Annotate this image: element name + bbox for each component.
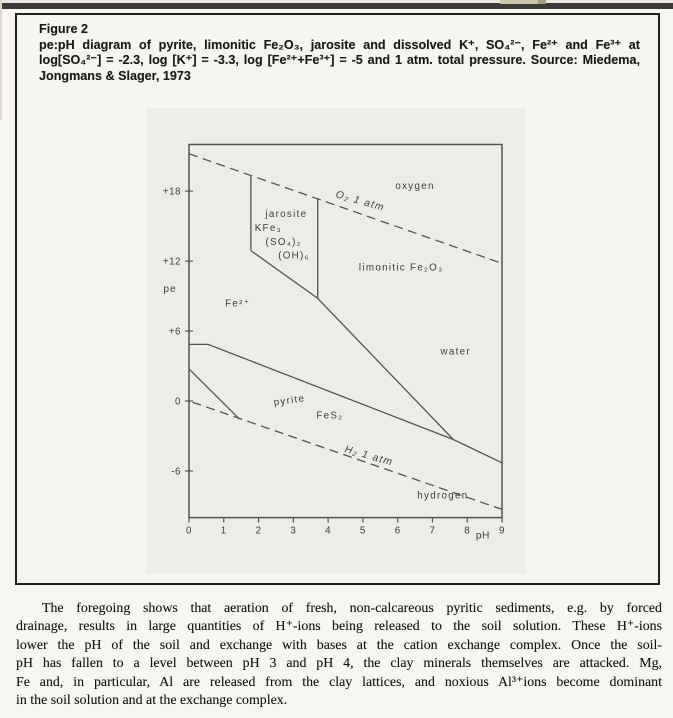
region-label-pyrite: pyrite — [273, 393, 307, 409]
pe-ph-chart — [146, 108, 526, 574]
region-label-jarosite-f3: (OH)₆ — [278, 250, 310, 262]
y-axis-label: pe — [163, 284, 177, 296]
x-tick-label: 8 — [464, 525, 471, 537]
caption-line: Jongmans & Slager, 1973 — [39, 68, 191, 83]
x-tick-label: 6 — [394, 525, 401, 537]
boundary-o2-1atm-line — [189, 154, 502, 264]
body-line: The foregoing shows that aeration of fresh, non-calcareous pyritic sediments, e.g. by forced — [42, 601, 662, 616]
caption-line: pe:pH diagram of pyrite, limonitic Fe₂O₃, jarosite and dissolved K⁺, SO₄²⁻, Fe²⁺ and Fe³⁺ at — [39, 37, 640, 52]
pe-ph-diagram-svg — [146, 108, 526, 574]
body-line: Fe and, in particular, Al are released from the clay lattices, and noxious Al³⁺ions become dominant — [16, 674, 662, 690]
top-tan-fragment-dark — [538, 0, 546, 4]
body-line: in the soil solution and at the exchange complex. — [16, 693, 288, 709]
y-tick-label: -6 — [171, 466, 181, 478]
caption-line: log[SO₄²⁻] = -2.3, log [K⁺] = -3.3, log [Fe²⁺+Fe³⁺] = -5 and 1 atm. total pressure. Source: Miedema, — [39, 53, 640, 68]
figure-caption — [39, 22, 640, 84]
x-tick-label: 1 — [220, 525, 227, 537]
region-label-h2-1atm: H₂ 1 atm — [343, 444, 395, 469]
region-label-water: water — [440, 346, 471, 358]
boundary-fe2-pyrite-left-boundary — [189, 369, 239, 419]
y-tick-label: +12 — [162, 256, 181, 268]
boundary-converged-lower-tail — [453, 440, 502, 463]
boundary-jarosite-fe2-limonite-boundary — [251, 251, 453, 440]
x-tick-label: 5 — [359, 525, 366, 537]
x-tick-label: 2 — [255, 525, 262, 537]
x-tick-label: 0 — [186, 525, 192, 537]
x-tick-label: 9 — [499, 525, 505, 537]
region-label-jarosite-f2: (SO₄)₂ — [265, 236, 302, 248]
top-tan-fragment — [500, 0, 538, 4]
figure-caption-title: Figure 2 — [39, 22, 88, 36]
region-label-hydrogen: hydrogen — [417, 490, 469, 502]
region-label-oxygen: oxygen — [395, 180, 435, 192]
body-paragraph — [16, 600, 662, 710]
body-line: drainage, results in large quantities of H⁺-ions being released to the soil solution. These H⁺-ions — [16, 619, 662, 635]
region-label-jarosite-f1: KFe₃ — [254, 222, 282, 234]
boundary-pyrite-upper-boundary — [189, 344, 453, 439]
y-tick-label: 0 — [175, 396, 181, 408]
region-label-jarosite: jarosite — [265, 208, 308, 220]
body-line: pH has fallen to a level between pH 3 and pH 4, the clay minerals themselves are attacked. Mg, — [16, 656, 662, 672]
region-label-limonitic-fe2o3: limonitic Fe₂O₃ — [358, 262, 444, 274]
region-label-o2-1atm: O₂ 1 atm — [334, 189, 386, 214]
body-line: lower the pH of the soil and exchange with bases at the cation exchange complex. Once the soil- — [16, 637, 662, 653]
x-tick-label: 4 — [325, 525, 332, 537]
y-tick-label: +6 — [168, 326, 181, 338]
x-tick-label: 3 — [290, 525, 297, 537]
figure-border-box — [15, 13, 660, 585]
left-edge-scan-artifact — [0, 0, 2, 120]
x-tick-label: 7 — [429, 525, 436, 537]
region-label-fe2-ion: Fe²⁺ — [225, 298, 251, 310]
top-bar — [0, 3, 673, 9]
y-tick-label: +18 — [162, 186, 181, 198]
x-axis-label: pH — [475, 530, 490, 542]
region-label-fes2: FeS₂ — [316, 410, 344, 422]
